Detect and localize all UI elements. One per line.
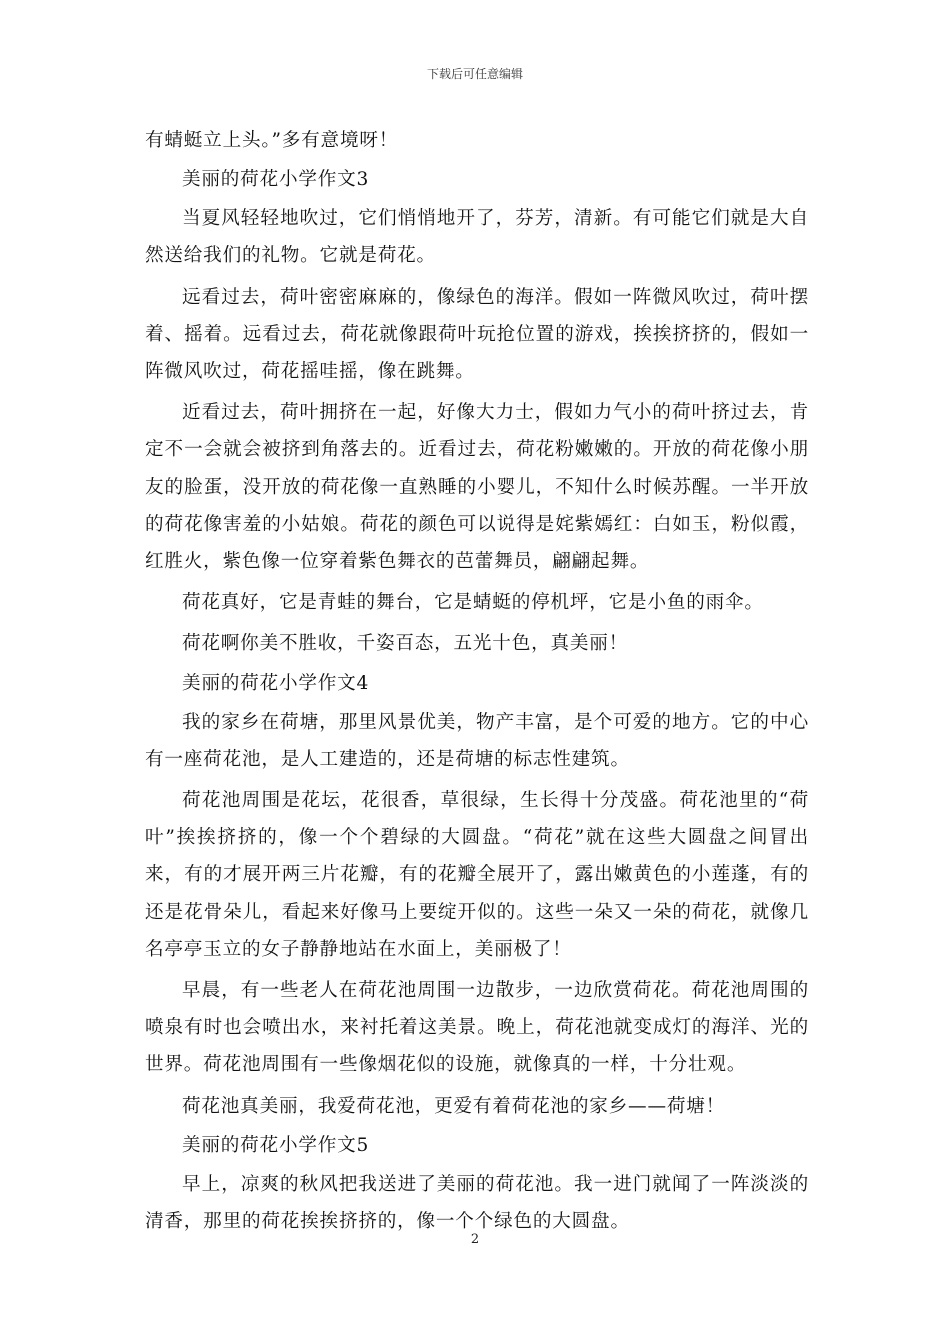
page-number: 2 — [470, 1232, 480, 1247]
section-heading: 美丽的荷花小学作文5 — [182, 1134, 370, 1156]
paragraph: 荷花啊你美不胜收，千姿百态，五光十色，真美丽！ — [182, 633, 629, 655]
paragraph: 早晨，有一些老人在荷花池周围一边散步，一边欣赏荷花。荷花池周围的喷泉有时也会喷出水，来衬托着这美景。晚上，荷花池就变成灯的海洋、光的世界。荷花池周围有一些像烟花似的设施，就像真的一样，十分壮观。 — [145, 980, 809, 1076]
paragraph: 荷花池周围是花坛，花很香，草很绿，生长得十分茂盛。荷花池里的“荷叶”挨挨挤挤的，像一个个碧绿的大圆盘。“荷花”就在这些大圆盘之间冒出来，有的才展开两三片花瓣，有的花瓣全展开了，露出嫩黄色的小莲蓬，有的还是花骨朵儿，看起来好像马上要绽开似的。这些一朵又一朵的荷花，就像几名亭亭玉立的女子静静地站在水面上，美丽极了！ — [145, 790, 809, 960]
page-header: 下载后可任意编辑 — [426, 67, 523, 81]
paragraph: 近看过去，荷叶拥挤在一起，好像大力士，假如力气小的荷叶挤过去，肯定不一会就会被挤到角落去的。近看过去，荷花粉嫩嫩的。开放的荷花像小朋友的脸蛋，没开放的荷花像一直熟睡的小婴儿，不知什么时候苏醒。一半开放的荷花像害羞的小姑娘。荷花的颜色可以说得是姹紫嫣红：白如玉，粉似霞，红胜火，紫色像一位穿着紫色舞衣的芭蕾舞员，翩翩起舞。 — [145, 402, 809, 573]
paragraph: 当夏风轻轻地吹过，它们悄悄地开了，芬芳，清新。有可能它们就是大自然送给我们的礼物。它就是荷花。 — [145, 208, 809, 267]
paragraph: 早上，凉爽的秋风把我送进了美丽的荷花池。我一进门就闻了一阵淡淡的清香，那里的荷花挨挨挤挤的，像一个个绿色的大圆盘。 — [145, 1173, 809, 1233]
section-heading: 美丽的荷花小学作文4 — [182, 672, 370, 694]
paragraph: 荷花池真美丽，我爱荷花池，更爱有着荷花池的家乡——荷塘！ — [182, 1095, 726, 1117]
paragraph: 有蜻蜓立上头。”多有意境呀！ — [145, 130, 399, 151]
paragraph: 远看过去，荷叶密密麻麻的，像绿色的海洋。假如一阵微风吹过，荷叶摆着、摇着。远看过去，荷花就像跟荷叶玩抢位置的游戏，挨挨挤挤的，假如一阵微风吹过，荷花摇哇摇，像在跳舞。 — [145, 286, 809, 383]
section-heading: 美丽的荷花小学作文3 — [182, 169, 370, 191]
paragraph: 荷花真好，它是青蛙的舞台，它是蜻蜓的停机坪，它是小鱼的雨伞。 — [182, 592, 764, 614]
paragraph: 我的家乡在荷塘，那里风景优美，物产丰富，是个可爱的地方。它的中心有一座荷花池，是人工建造的，还是荷塘的标志性建筑。 — [145, 711, 809, 770]
document-body — [145, 122, 809, 1244]
